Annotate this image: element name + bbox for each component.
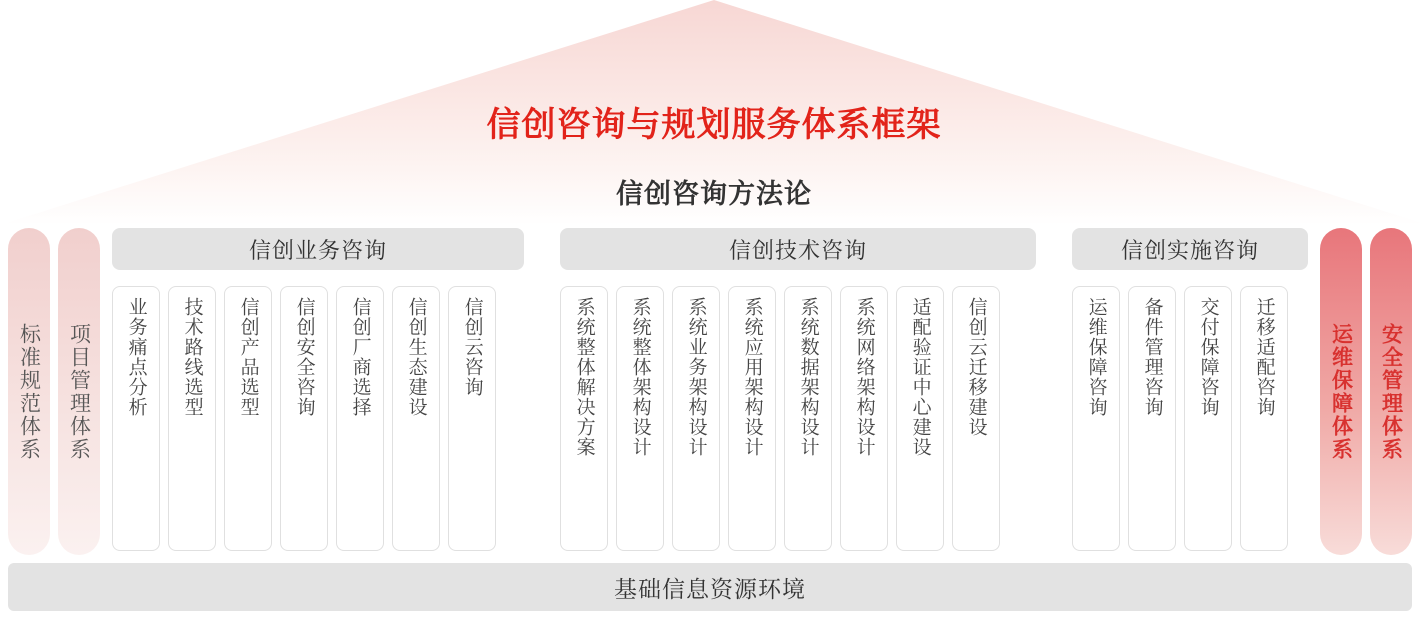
item-label: 业务痛点分析	[125, 297, 147, 417]
item-label: 交付保障咨询	[1197, 297, 1219, 417]
item-label: 信创厂商选择	[349, 297, 371, 417]
item-label: 信创安全咨询	[293, 297, 315, 417]
group-item-list	[112, 286, 496, 551]
pillar-label: 标准规范体系	[17, 322, 41, 461]
list-item[interactable]	[280, 286, 328, 551]
item-label: 系统数据架构设计	[797, 297, 819, 457]
pillar-label: 项目管理体系	[67, 322, 91, 461]
list-item[interactable]	[448, 286, 496, 551]
item-label: 信创产品选型	[237, 297, 259, 417]
item-label: 系统应用架构设计	[741, 297, 763, 457]
item-label: 信创生态建设	[405, 297, 427, 417]
group-header[interactable]: 信创实施咨询	[1072, 228, 1308, 270]
item-label: 系统业务架构设计	[685, 297, 707, 457]
group-item-list	[560, 286, 1000, 551]
base-foundation-band: 基础信息资源环境	[8, 563, 1412, 611]
page-title: 信创咨询与规划服务体系框架	[486, 106, 942, 144]
list-item[interactable]	[1072, 286, 1120, 551]
list-item[interactable]	[784, 286, 832, 551]
item-label: 信创云迁移建设	[965, 297, 987, 437]
list-item[interactable]	[896, 286, 944, 551]
item-label: 信创云咨询	[461, 297, 483, 397]
list-item[interactable]	[112, 286, 160, 551]
group-technology-consulting	[560, 228, 1036, 457]
list-item[interactable]	[1128, 286, 1176, 551]
item-label: 运维保障咨询	[1085, 297, 1107, 417]
list-item[interactable]	[672, 286, 720, 551]
group-item-list	[1072, 286, 1288, 551]
item-label: 适配验证中心建设	[909, 297, 931, 457]
list-item[interactable]	[224, 286, 272, 551]
list-item[interactable]	[168, 286, 216, 551]
list-item[interactable]	[1184, 286, 1232, 551]
pillar-label: 安全管理体系	[1379, 322, 1403, 461]
list-item[interactable]	[728, 286, 776, 551]
item-label: 备件管理咨询	[1141, 297, 1163, 417]
methodology-title: 信创咨询方法论	[616, 179, 812, 209]
item-label: 系统整体架构设计	[629, 297, 651, 457]
list-item[interactable]	[1240, 286, 1288, 551]
pillar-standard-system[interactable]	[8, 228, 50, 555]
item-label: 迁移适配咨询	[1253, 297, 1275, 417]
group-header[interactable]: 信创业务咨询	[112, 228, 524, 270]
group-header[interactable]: 信创技术咨询	[560, 228, 1036, 270]
group-business-consulting	[112, 228, 524, 417]
list-item[interactable]	[392, 286, 440, 551]
pillar-operations-assurance[interactable]	[1320, 228, 1362, 555]
list-item[interactable]	[336, 286, 384, 551]
pillar-security-management[interactable]	[1370, 228, 1412, 555]
pillar-project-management[interactable]	[58, 228, 100, 555]
list-item[interactable]	[560, 286, 608, 551]
pillar-label: 运维保障体系	[1329, 322, 1353, 461]
item-label: 系统整体解决方案	[573, 297, 595, 457]
list-item[interactable]	[840, 286, 888, 551]
item-label: 系统网络架构设计	[853, 297, 875, 457]
list-item[interactable]	[616, 286, 664, 551]
list-item[interactable]	[952, 286, 1000, 551]
group-implementation-consulting	[1072, 228, 1308, 417]
item-label: 技术路线选型	[181, 297, 203, 417]
